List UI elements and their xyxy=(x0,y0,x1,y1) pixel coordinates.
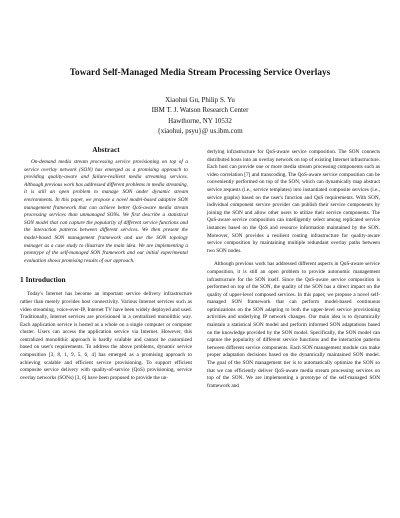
right-column-paragraph-1: derlying infrastructure for QoS-aware service composition. The SON connects distributed hosts into an overlay network on top of existing Internet infrastructure. Each host can provide one or more media stream processing components such as video correlation [7] and transcoding. The QoS-aware service composition can be conveniently performed on top of the SON, which can dynamically map abstract service requests (i.e., service templates) into instantiated composite services (i.e., service graphs) based on the user's function and QoS requirements. With SON, individual component service provider can publish their service components by joining the SON and allow other users to utilize their service components. The QoS-aware service composition can intelligently select among replicated service instances based on the QoS and resource information maintained by the SON. Moreover, SON provides a resilient routing infrastructure for quality-aware service composition by maintaining multiple redundant overlay paths between two SON nodes. xyxy=(207,149,380,254)
author-email: {xiaohui, psyu}@ us.ibm.com xyxy=(157,127,243,136)
abstract-heading: Abstract xyxy=(92,145,120,154)
introduction-heading: 1 Introduction xyxy=(20,275,66,285)
author-names: Xiaohui Gu, Philip S. Yu xyxy=(165,96,235,104)
author-address: Hawthorne, NY 10532 xyxy=(168,116,232,125)
author-affiliation: IBM T. J. Watson Research Center xyxy=(151,106,249,115)
right-column-paragraph-2: Although previous work has addressed different aspects in QoS-aware service composition, it is still an open problem to provide autonomic management infrastructure for the SON itself. Since the QoS-aware service composition is performed on top of the SON, the quality of the SON has a direct impact on the quality of upper-level composed services. In this paper, we propose a novel self-managed SON framework that can perform model-based continuous optimizations on the SON adapting to both the upper-level service provisioning activities and underlying IP network changes. Our main idea is to dynamically maintain a statistical SON model and perform informed SON adaptations based on the knowledge provided by the SON model. Specifically, the SON model can capture the popularity of different service functions and the interaction patterns between different service components. Each SON management module can make proper adaptation decisions based on the dynamically maintained SON model. The goal of the SON management tier is to automatically optimize the SON so that we can efficiently deliver QoS-aware media stream processing services on top of the SON. We are implementing a prototype of the self-managed SON framework and xyxy=(207,261,380,389)
introduction-paragraph-1: Today's Internet has become an important service delivery infrastructure rather than merely provides host connectivity. Various Internet services such as video streaming, voice-over-IP, Internet TV have been widely deployed and used. Traditionally, Internet services are provisioned in a centralized monolithic way. Each application service is hosted as a whole on a single computer or computer cluster. Users can access the application service via Internet. However, this centralized monolithic approach is hardly scalable and cannot be customized based on user's requirements. To address the above problems, dynamic service composition [3, 8, 1, 9, 5, 6, 4] has emerged as a promising approach to achieving scalable and efficient service provisioning. To support efficient composite service delivery with quality-of-service (QoS) provisioning, service overlay networks (SONs) [3, 6] have been proposed to provide the un- xyxy=(20,291,192,381)
left-column xyxy=(20,145,192,382)
abstract-text: On-demand media stream processing service provisioning on top of a service overlay network (SON) has emerged as a promising approach to providing quality-aware and failure-resilient media streaming services. Although previous work has addressed different problems in media streaming, it is still an open problem to manage SON under dynamic stream environments. In this paper, we propose a novel model-based adaptive SON management framework that can achieve better QoS-aware media stream processing services than unmanaged SONs. We first describe a statistical SON model that can capture the popularity of different service functions and the interaction patterns between different services. We then present the model-based SON management framework and use the SON topology manager as a case study to illustrate the main idea. We are implementing a prototype of the self-managed SON framework and our initial experimental evaluation shows promising results of our approach. xyxy=(24,159,188,264)
paper-title: Toward Self-Managed Media Stream Processing Service Overlays xyxy=(69,67,331,77)
author-block xyxy=(100,95,300,137)
right-column xyxy=(207,149,380,390)
